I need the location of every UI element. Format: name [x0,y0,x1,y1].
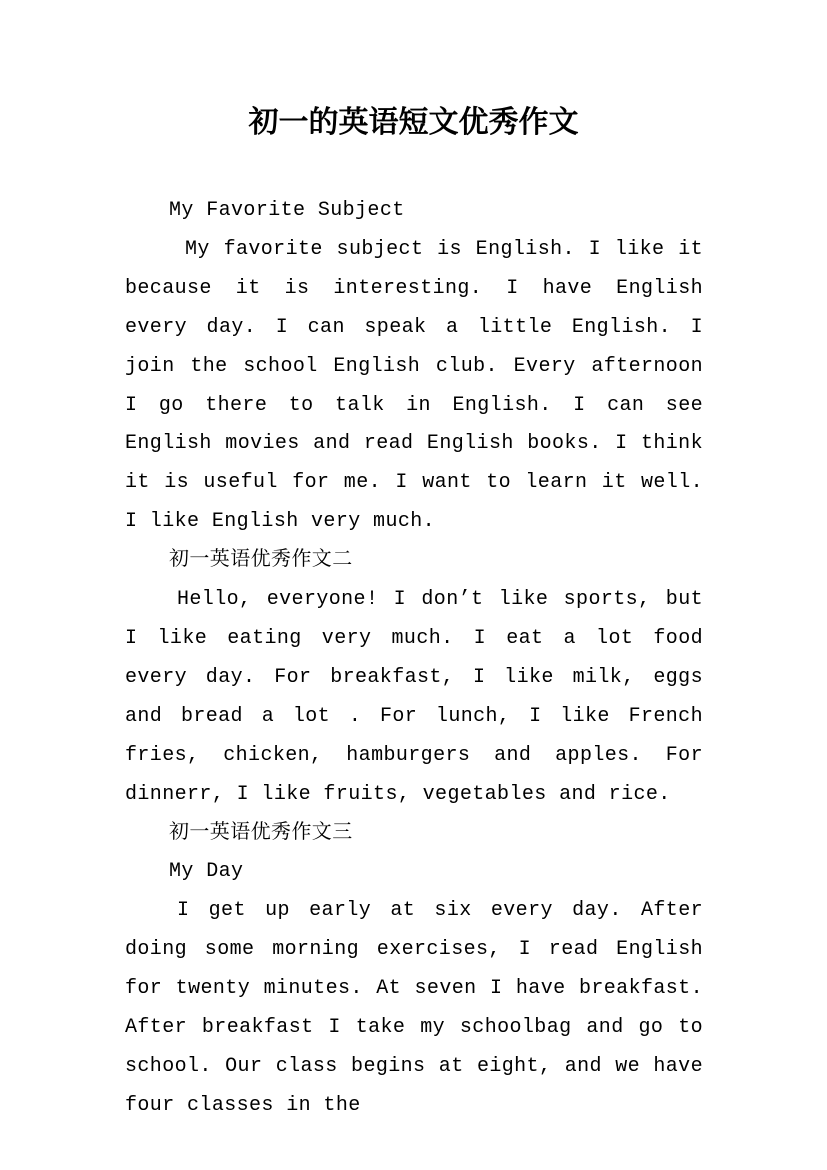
document-title: 初一的英语短文优秀作文 [248,105,579,140]
section-heading-favorite-subject: My Favorite Subject [169,199,405,222]
section-subheading-my-day: My Day [169,860,244,884]
section-heading-essay-three: 初一英语优秀作文三 [169,821,353,845]
document-body [125,192,703,1126]
section-paragraph-essay-two: Hello, everyone! I don’t like sports, but I like eating very much. I eat a lot food every day. For breakfast, I like milk, eggs and bread a lot . For lunch, I like French fries, chicken, hamburgers and apples. For dinnerr, I like fruits, vegetables and rice. [125,588,703,806]
section-heading-essay-two: 初一英语优秀作文二 [169,549,353,573]
section-paragraph-my-day: I get up early at six every day. After doing some morning exercises, I read English for twenty minutes. At seven I have breakfast. After breakfast I take my schoolbag and go to school. Our class begins at eight, and we have four classes in the [125,899,703,1117]
section-paragraph-favorite-subject: My favorite subject is English. I like it because it is interesting. I have English every day. I can speak a little English. I join the school English club. Every afternoon I go there to talk in English. I can see English movies and read English books. I think it is useful for me. I want to learn it well. I like English very much. [125,237,703,534]
